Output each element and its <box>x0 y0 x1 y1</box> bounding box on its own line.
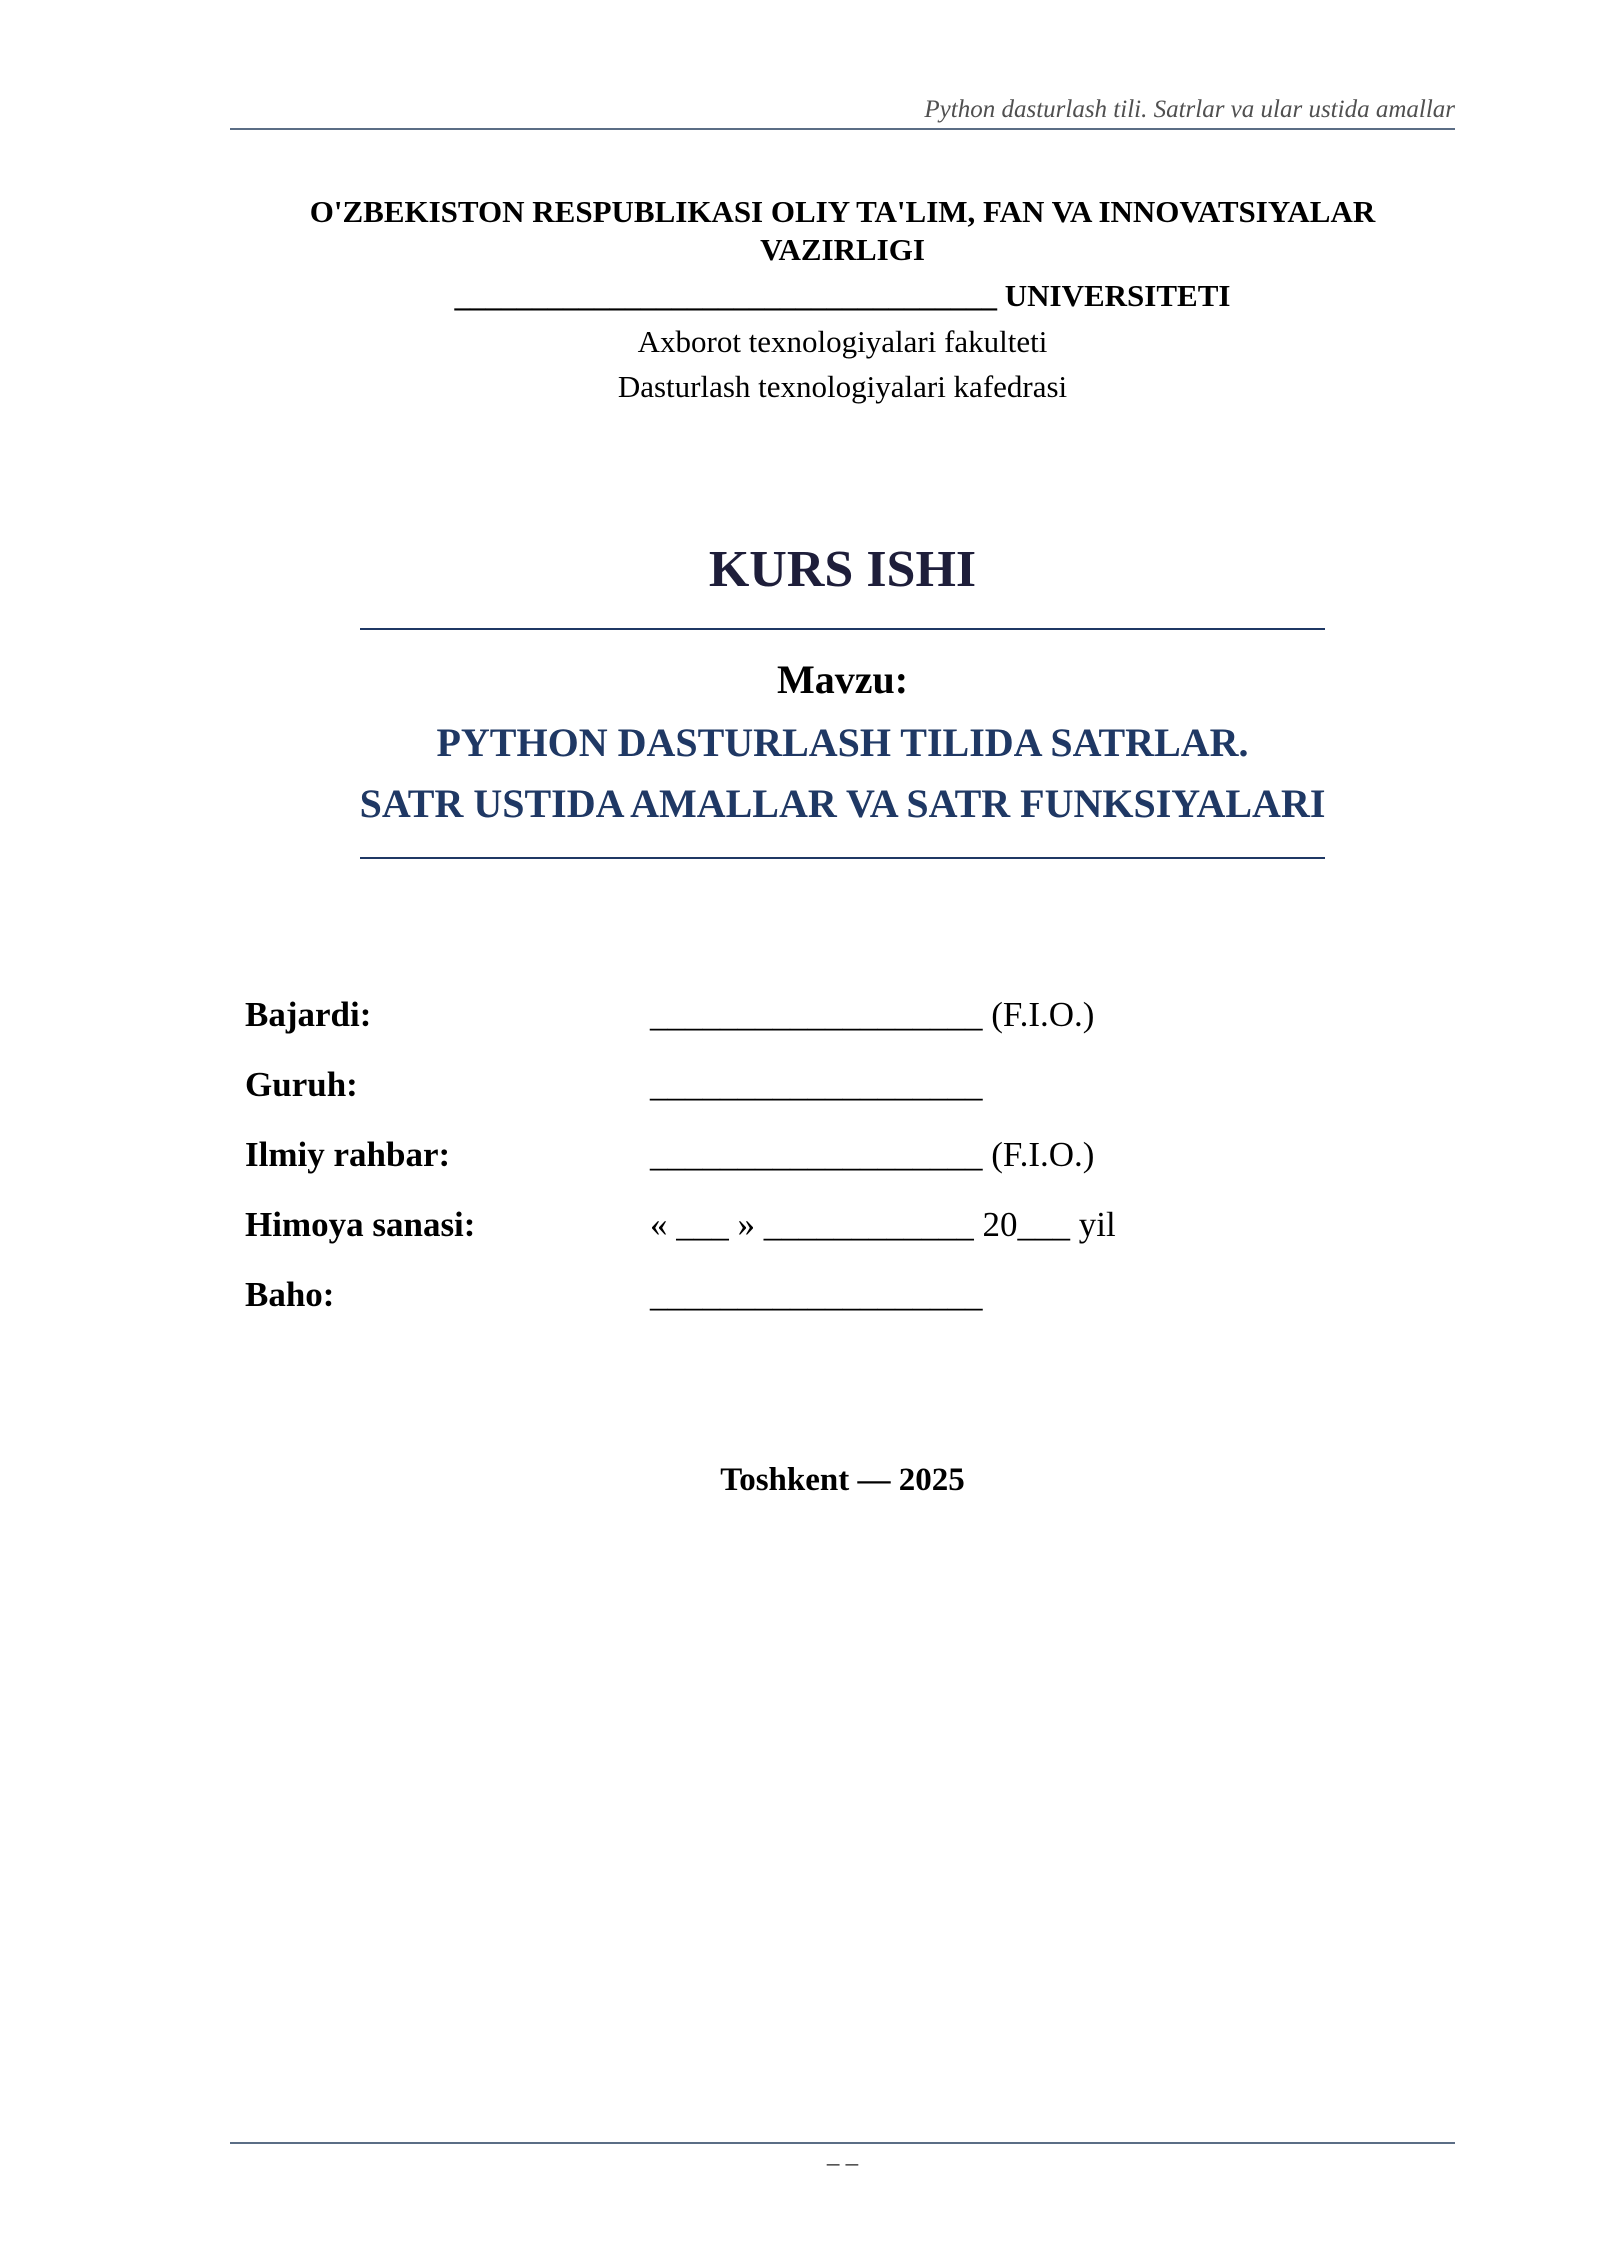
page-number: – – <box>826 2150 859 2177</box>
info-value: ___________________ (F.I.O.) <box>650 995 1095 1034</box>
info-row-defense-date <box>245 1190 1345 1260</box>
title-divider-top <box>360 628 1325 630</box>
title-divider-bottom <box>360 857 1325 859</box>
info-value: « ___ » ____________ 20___ yil <box>650 1205 1116 1244</box>
info-label: Guruh: <box>245 1065 358 1104</box>
faculty-name: Axborot texnologiyalari fakulteti <box>637 324 1048 359</box>
topic-title-line-1: PYTHON DASTURLASH TILIDA SATRLAR. <box>436 720 1249 765</box>
topic-label: Mavzu: <box>776 657 909 702</box>
info-value: ___________________ <box>650 1275 983 1314</box>
info-value: ___________________ (F.I.O.) <box>650 1135 1095 1174</box>
ministry-line-2: VAZIRLIGI <box>760 232 925 267</box>
info-value: ___________________ <box>650 1065 983 1104</box>
footer-rule <box>230 2142 1455 2144</box>
info-label: Ilmiy rahbar: <box>245 1135 451 1174</box>
info-row-performed-by <box>245 980 1345 1050</box>
topic-title-line-2: SATR USTIDA AMALLAR VA SATR FUNKSIYALARI <box>359 781 1326 826</box>
info-row-supervisor <box>245 1120 1345 1190</box>
department-name: Dasturlash texnologiyalari kafedrasi <box>617 369 1068 404</box>
info-label: Bajardi: <box>245 995 372 1034</box>
city-year: Toshkent — 2025 <box>720 1462 965 1498</box>
info-row-group <box>245 1050 1345 1120</box>
topic-title <box>230 712 1455 834</box>
info-label: Baho: <box>245 1275 335 1314</box>
work-type-title: KURS ISHI <box>708 541 977 598</box>
info-label: Himoya sanasi: <box>245 1205 476 1244</box>
info-table <box>245 980 1345 1330</box>
university-name: ___________________________________ UNIVERSITETI <box>454 278 1231 313</box>
ministry-line-1: O'ZBEKISTON RESPUBLIKASI OLIY TA'LIM, FAN VA INNOVATSIYALAR <box>309 194 1376 229</box>
running-header <box>230 92 1455 130</box>
running-header-title: Python dasturlash tili. Satrlar va ular ustida amallar <box>924 96 1455 123</box>
ministry-name <box>230 193 1455 269</box>
info-row-grade <box>245 1260 1345 1330</box>
